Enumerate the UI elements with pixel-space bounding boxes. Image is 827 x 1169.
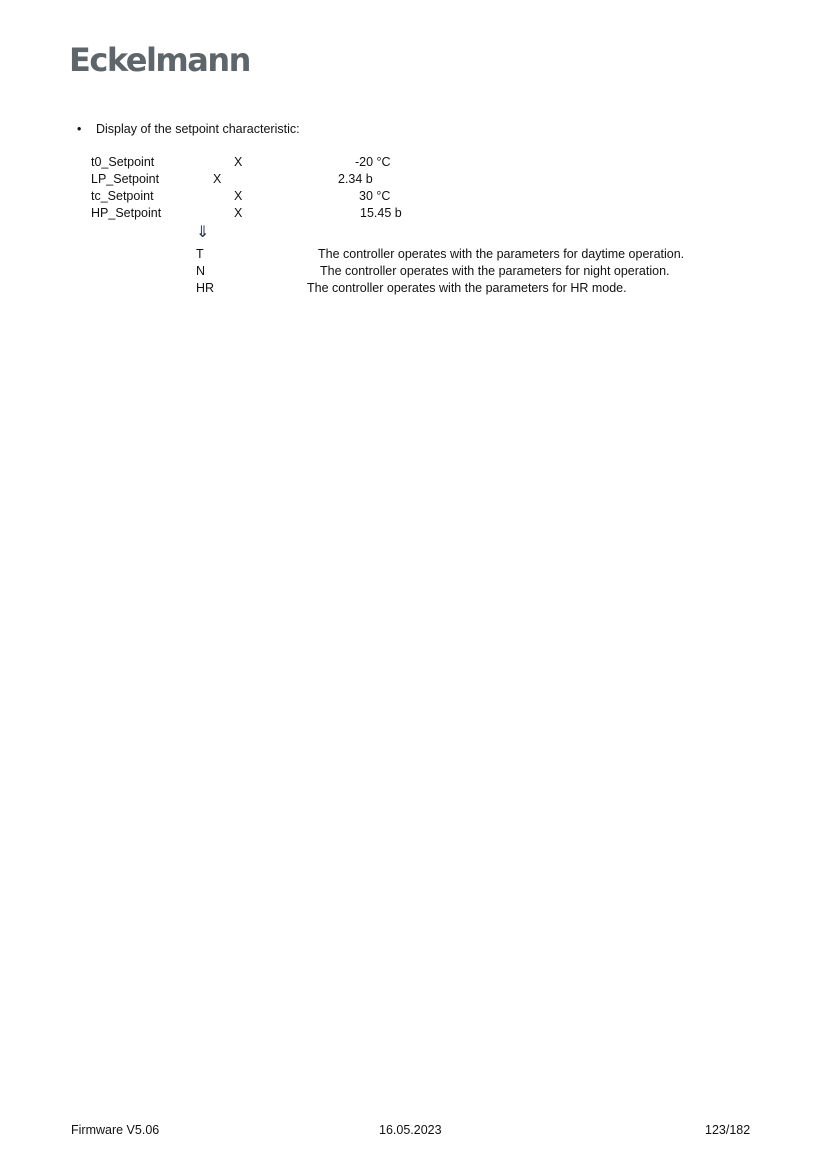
mode-description: The controller operates with the parameters for night operation. <box>320 264 670 278</box>
bullet-text: Display of the setpoint characteristic: <box>96 122 300 136</box>
setpoint-value: 15.45 b <box>360 206 402 220</box>
footer-firmware: Firmware V5.06 <box>71 1123 160 1137</box>
setpoint-name: t0_Setpoint <box>91 155 155 169</box>
mode-description: The controller operates with the parameters for HR mode. <box>307 281 627 295</box>
setpoint-marker: X <box>234 155 243 169</box>
mode-code: T <box>196 247 204 261</box>
setpoint-marker: X <box>234 206 243 220</box>
setpoint-name: tc_Setpoint <box>91 189 154 203</box>
mode-code: N <box>196 264 206 278</box>
setpoint-value: 2.34 b <box>338 172 373 186</box>
mode-code: HR <box>196 281 215 295</box>
bullet-item <box>77 121 300 137</box>
eckelmann-logo: Eckelmann <box>69 41 250 79</box>
setpoint-marker: X <box>234 189 243 203</box>
setpoint-name: LP_Setpoint <box>91 172 160 186</box>
bullet-dot: • <box>77 122 82 136</box>
down-arrow-icon: ⇓ <box>196 224 210 241</box>
mode-description: The controller operates with the parameters for daytime operation. <box>318 247 685 261</box>
setpoint-marker: X <box>213 172 222 186</box>
footer-date: 16.05.2023 <box>379 1123 442 1137</box>
setpoint-value: 30 °C <box>359 189 391 203</box>
setpoint-value: -20 °C <box>355 155 391 169</box>
setpoint-name: HP_Setpoint <box>91 206 162 220</box>
footer-page-number: 123/182 <box>705 1123 751 1137</box>
